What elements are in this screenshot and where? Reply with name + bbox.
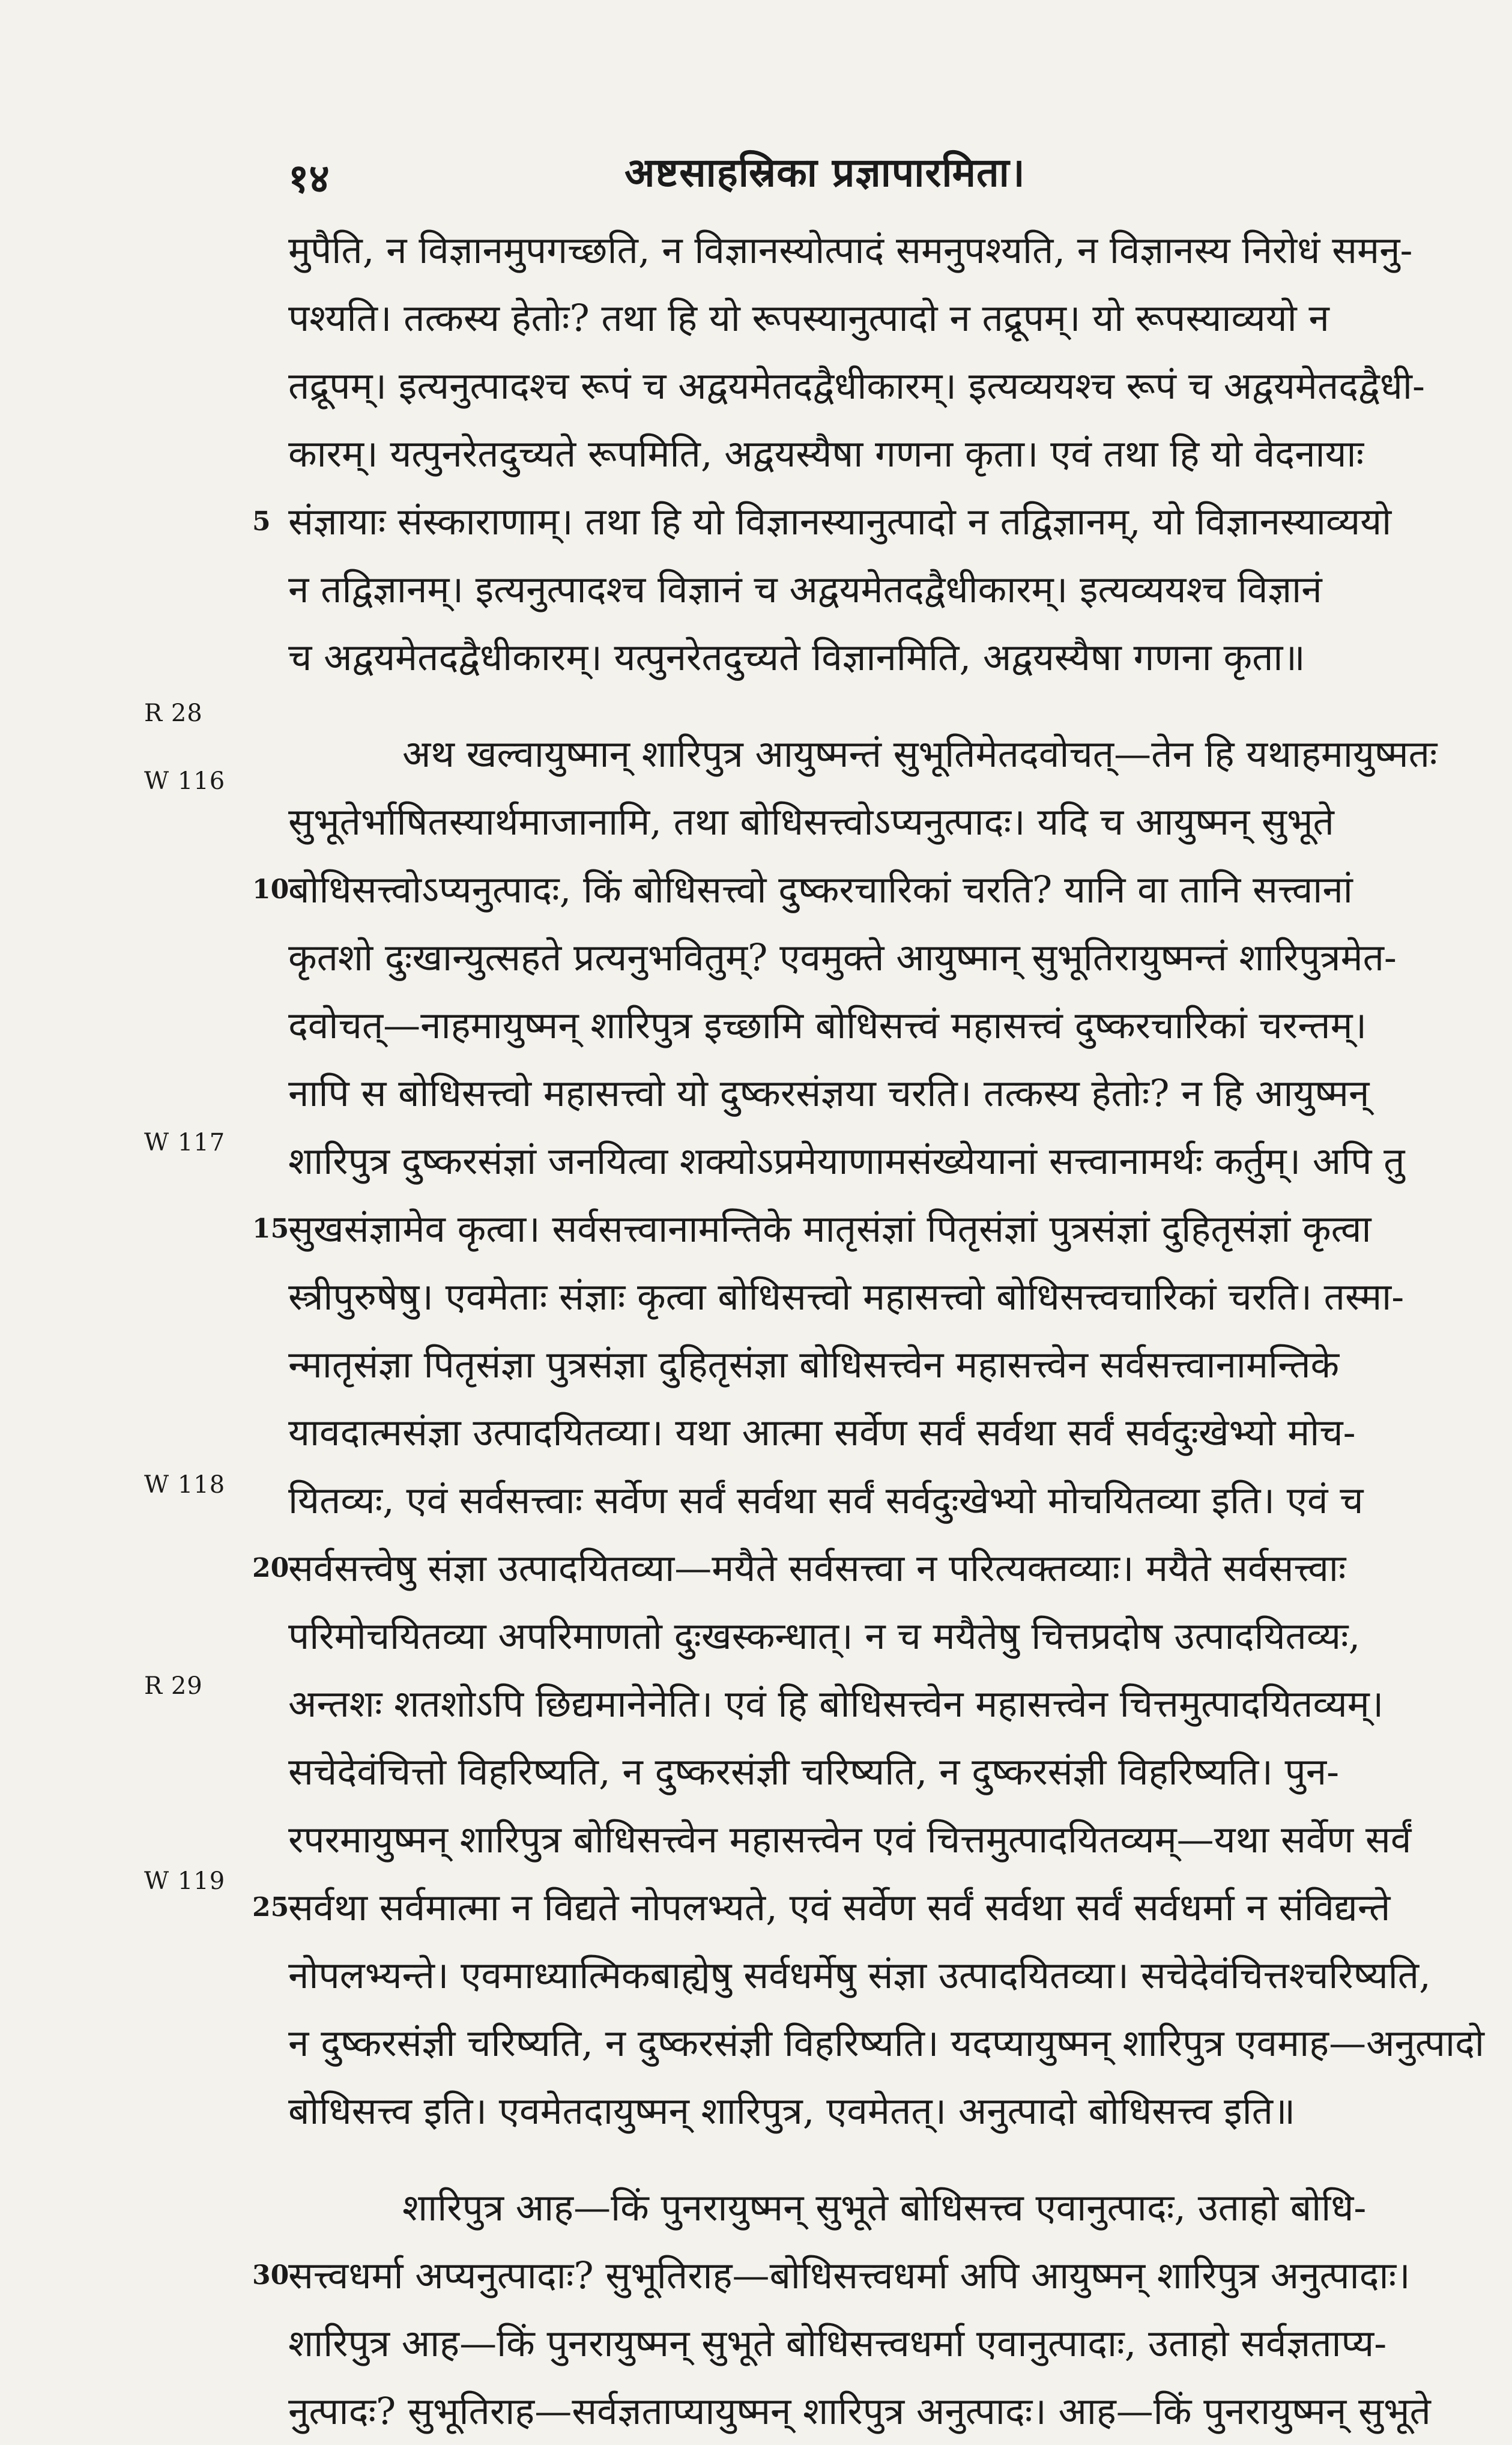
line-text: सर्वसत्त्वेषु संज्ञा उत्पादयितव्या—मयैते सर्वसत्त्वा न परित्यक्तव्याः। मयैते सर्वसत्त्वाः bbox=[288, 1546, 1346, 1590]
text-line bbox=[288, 1670, 1465, 1738]
text-line bbox=[288, 352, 1465, 420]
text-line bbox=[288, 1806, 1465, 1873]
text-line bbox=[288, 2009, 1484, 2077]
line-text: सुभूतेर्भाषितस्यार्थमाजानामि, तथा बोधिसत्त्वोऽप्यनुत्पादः। यदि च आयुष्मन् सुभूते bbox=[288, 800, 1334, 844]
text-line bbox=[288, 1263, 1465, 1331]
text-line bbox=[288, 1602, 1465, 1670]
line-text: यितव्यः, एवं सर्वसत्त्वाः सर्वेण सर्वं सर्वथा सर्वं सर्वदुःखेभ्यो मोचयितव्या इति। एवं च bbox=[288, 1478, 1364, 1522]
margin-ref-w117: W 117 bbox=[144, 1129, 226, 1156]
line-number: 10 bbox=[252, 874, 289, 905]
line-text: नोपलभ्यन्ते। एवमाध्यात्मिकबाह्येषु सर्वधर्मेषु संज्ञा उत्पादयितव्या। सचेदेवंचित्तश्चरिष्यति, bbox=[288, 1953, 1431, 1997]
line-text: अन्तशः शतशोऽपि छिद्यमानेनेति। एवं हि बोधिसत्त्वेन महासत्त्वेन चित्तमुत्पादयितव्यम्। bbox=[288, 1682, 1384, 1726]
line-text: न्मातृसंज्ञा पितृसंज्ञा पुत्रसंज्ञा दुहितृसंज्ञा बोधिसत्त्वेन महासत्त्वेन सर्वसत्त्वानामन्तिके bbox=[288, 1343, 1340, 1386]
text-line bbox=[252, 1195, 1465, 1263]
line-number: 25 bbox=[252, 1892, 289, 1923]
line-text: पश्यति। तत्कस्य हेतोः? तथा हि यो रूपस्यानुत्पादो न तद्रूपम्। यो रूपस्याव्ययो न bbox=[288, 296, 1329, 340]
line-text: शारिपुत्र दुष्करसंज्ञां जनयित्वा शक्योऽप्रमेयाणामसंख्येयानां सत्त्वानामर्थः कर्तुम्। अपि तु bbox=[288, 1139, 1405, 1183]
margin-ref-w116: W 116 bbox=[144, 767, 226, 795]
text-line bbox=[288, 284, 1465, 352]
margin-references bbox=[0, 0, 252, 2288]
page-header bbox=[288, 144, 1465, 210]
text-line bbox=[288, 923, 1465, 991]
text-line bbox=[288, 1466, 1465, 1534]
line-text: मुपैति, न विज्ञानमुपगच्छति, न विज्ञानस्योत्पादं समनुपश्यति, न विज्ञानस्य निरोधं समनु- bbox=[288, 228, 1413, 272]
line-text: शारिपुत्र आह—किं पुनरायुष्मन् सुभूते बोधिसत्त्व एवानुत्पादः, उताहो बोधि- bbox=[402, 2186, 1367, 2229]
text-line bbox=[252, 2241, 1465, 2309]
line-text: कृतशो दुःखान्युत्सहते प्रत्यनुभवितुम्? एवमुक्ते आयुष्मान् सुभूतिरायुष्मन्तं शारिपुत्रमेत- bbox=[288, 935, 1397, 979]
line-number: 5 bbox=[252, 506, 271, 537]
text-line bbox=[288, 1059, 1465, 1127]
line-text: नुत्पादः? सुभूतिराह—सर्वज्ञताप्यायुष्मन् शारिपुत्र अनुत्पादः। आह—किं पुनरायुष्मन् सुभूते bbox=[288, 2389, 1431, 2433]
margin-ref-w118: W 118 bbox=[144, 1471, 226, 1499]
line-text: तद्रूपम्। इत्यनुत्पादश्च रूपं च अद्वयमेतदद्वैधीकारम्। इत्यव्ययश्च रूपं च अद्वयमेतदद्वैधी- bbox=[288, 364, 1425, 408]
text-line bbox=[288, 1398, 1465, 1466]
text-line bbox=[252, 856, 1465, 923]
line-text: न दुष्करसंज्ञी चरिष्यति, न दुष्करसंज्ञी विहरिष्यति। यदप्यायुष्मन् शारिपुत्र एवमाह—अनुत्पादो bbox=[288, 2021, 1484, 2065]
text-line bbox=[288, 623, 1465, 691]
text-line bbox=[288, 2309, 1465, 2377]
text-line bbox=[288, 720, 1465, 788]
line-number: 15 bbox=[252, 1213, 289, 1244]
line-text: सत्त्वधर्मा अप्यनुत्पादाः? सुभूतिराह—बोधिसत्त्वधर्मा अपि आयुष्मन् शारिपुत्र अनुत्पादाः। bbox=[288, 2253, 1411, 2297]
text-line bbox=[288, 788, 1465, 856]
line-text: कारम्। यत्पुनरेतदुच्यते रूपमिति, अद्वयस्यैषा गणना कृता। एवं तथा हि यो वेदनायाः bbox=[288, 432, 1364, 476]
body-text bbox=[252, 216, 1484, 2445]
line-text: शारिपुत्र आह—किं पुनरायुष्मन् सुभूते बोधिसत्त्वधर्मा एवानुत्पादाः, उताहो सर्वज्ञताप्य- bbox=[288, 2321, 1387, 2365]
line-text: सचेदेवंचित्तो विहरिष्यति, न दुष्करसंज्ञी चरिष्यति, न दुष्करसंज्ञी विहरिष्यति। पुन- bbox=[288, 1750, 1340, 1794]
text-line bbox=[288, 2377, 1465, 2445]
paragraph-gap bbox=[288, 2145, 1465, 2174]
line-text: दवोचत्—नाहमायुष्मन् शारिपुत्र इच्छामि बोधिसत्त्वं महासत्त्वं दुष्करचारिकां चरन्तम्। bbox=[288, 1003, 1367, 1047]
paragraph-gap bbox=[288, 691, 1465, 720]
line-number: 20 bbox=[252, 1553, 289, 1583]
margin-ref-r29: R 29 bbox=[144, 1672, 203, 1700]
text-line bbox=[288, 1127, 1465, 1195]
line-text: यावदात्मसंज्ञा उत्पादयितव्या। यथा आत्मा सर्वेण सर्वं सर्वथा सर्वं सर्वदुःखेभ्यो मोच- bbox=[288, 1410, 1356, 1454]
line-text: सुखसंज्ञामेव कृत्वा। सर्वसत्त्वानामन्तिके मातृसंज्ञां पितृसंज्ञां पुत्रसंज्ञां दुहितृसंज्ञां कृत्वा bbox=[288, 1207, 1371, 1251]
line-text: रपरमायुष्मन् शारिपुत्र बोधिसत्त्वेन महासत्त्वेन एवं चित्तमुत्पादयितव्यम्—यथा सर्वेण सर्वं bbox=[288, 1818, 1412, 1861]
text-line bbox=[252, 1873, 1465, 1941]
text-line bbox=[288, 2077, 1465, 2145]
page-number: १४ bbox=[288, 155, 330, 202]
line-text: बोधिसत्त्वोऽप्यनुत्पादः, किं बोधिसत्त्वो दुष्करचारिकां चरति? यानि वा तानि सत्त्वानां bbox=[288, 868, 1353, 911]
text-line bbox=[288, 2174, 1465, 2241]
line-text: परिमोचयितव्या अपरिमाणतो दुःखस्कन्धात्। न च मयैतेषु चित्तप्रदोष उत्पादयितव्यः, bbox=[288, 1614, 1361, 1658]
margin-ref-w119: W 119 bbox=[144, 1867, 226, 1895]
line-text: सर्वथा सर्वमात्मा न विद्यते नोपलभ्यते, एवं सर्वेण सर्वं सर्वथा सर्वं सर्वधर्मा न संविद्यन्ते bbox=[288, 1885, 1391, 1929]
line-text: नापि स बोधिसत्त्वो महासत्त्वो यो दुष्करसंज्ञया चरति। तत्कस्य हेतोः? न हि आयुष्मन् bbox=[288, 1071, 1370, 1115]
text-line bbox=[288, 216, 1465, 284]
line-text: संज्ञायाः संस्काराणाम्। तथा हि यो विज्ञानस्यानुत्पादो न तद्विज्ञानम्, यो विज्ञानस्याव्ययो bbox=[288, 500, 1392, 543]
line-text: बोधिसत्त्व इति। एवमेतदायुष्मन् शारिपुत्र, एवमेतत्। अनुत्पादो बोधिसत्त्व इति॥ bbox=[288, 2089, 1296, 2133]
line-text: स्त्रीपुरुषेषु। एवमेताः संज्ञाः कृत्वा बोधिसत्त्वो महासत्त्वो बोधिसत्त्वचारिकां चरति। तस्मा- bbox=[288, 1275, 1405, 1319]
line-number: 30 bbox=[252, 2260, 289, 2291]
text-line bbox=[252, 488, 1465, 555]
text-line bbox=[288, 991, 1465, 1059]
running-title: अष्टसाहस्रिका प्रज्ञापारमिता। bbox=[624, 149, 1026, 196]
margin-ref-r28: R 28 bbox=[144, 700, 203, 727]
text-line bbox=[252, 1534, 1465, 1602]
text-line bbox=[288, 1331, 1465, 1398]
line-text: न तद्विज्ञानम्। इत्यनुत्पादश्च विज्ञानं च अद्वयमेतदद्वैधीकारम्। इत्यव्ययश्च विज्ञानं bbox=[288, 567, 1322, 611]
line-text: च अद्वयमेतदद्वैधीकारम्। यत्पुनरेतदुच्यते विज्ञानमिति, अद्वयस्यैषा गणना कृता॥ bbox=[288, 635, 1305, 679]
text-line bbox=[288, 1738, 1465, 1806]
line-text: अथ खल्वायुष्मान् शारिपुत्र आयुष्मन्तं सुभूतिमेतदवोचत्—तेन हि यथाहमायुष्मतः bbox=[402, 732, 1438, 776]
text-line bbox=[288, 1941, 1465, 2009]
text-line bbox=[288, 420, 1465, 488]
text-line bbox=[288, 555, 1465, 623]
